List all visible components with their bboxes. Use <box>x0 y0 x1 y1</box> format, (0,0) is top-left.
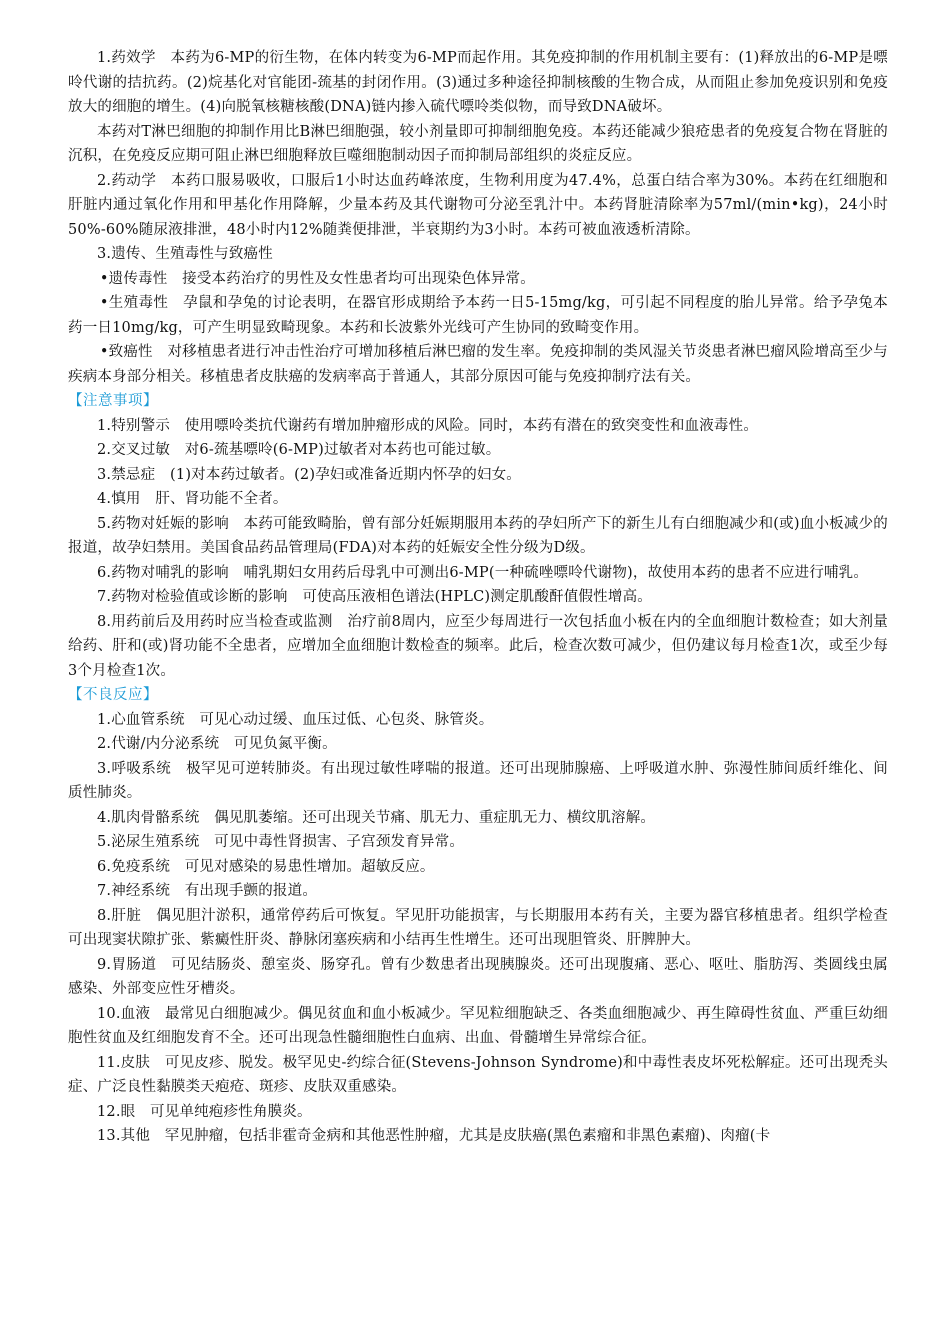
adverse-item: 2.代谢/内分泌系统 可见负氮平衡。 <box>97 736 337 752</box>
document-body <box>68 46 888 1149</box>
precaution-item: 5.药物对妊娠的影响 本药可能致畸胎，曾有部分妊娠期服用本药的孕妇所产下的新生儿有白细胞减少和(或)血小板减少的报道，故孕妇禁用。美国食品药品管理局(FDA)对本药的妊娠安全性分级为D级。 <box>68 515 888 556</box>
genetic-toxicity-item: •遗传毒性 接受本药治疗的男性及女性患者均可出现染色体异常。 <box>99 270 535 287</box>
adverse-item: 4.肌肉骨骼系统 偶见肌萎缩。还可出现关节痛、肌无力、重症肌无力、横纹肌溶解。 <box>97 809 656 826</box>
toxicity-subheading: 3.遗传、生殖毒性与致癌性 <box>97 246 273 262</box>
precaution-item: 7.药物对检验值或诊断的影响 可使高压液相色谱法(HPLC)测定肌酸酐值假性增高。 <box>97 589 652 605</box>
adverse-item: 5.泌尿生殖系统 可见中毒性肾损害、子宫颈发育异常。 <box>97 834 465 850</box>
pharmacodynamics-paragraph: 1.药效学 本药为6-MP的衍生物，在体内转变为6-MP而起作用。其免疫抑制的作用机制主要有：(1)释放出的6-MP是嘌呤代谢的拮抗药。(2)烷基化对官能团-巯基的封闭作用。(3)通过多种途径抑制核酸的生物合成，从而阻止参加免疫识别和免疫放大的细胞的增生。(4)向脱氧核糖核酸(DNA)链内掺入硫代嘌呤类似物，而导致DNA破坏。 <box>68 50 888 115</box>
adverse-item: 3.呼吸系统 极罕见可逆转肺炎。有出现过敏性哮喘的报道。还可出现肺腺癌、上呼吸道水肿、弥漫性肺间质纤维化、间质性肺炎。 <box>68 760 888 801</box>
adverse-item: 10.血液 最常见白细胞减少。偶见贫血和血小板减少。罕见粒细胞缺乏、各类血细胞减少、再生障碍性贫血、严重巨幼细胞性贫血及红细胞发育不全。还可出现急性髓细胞性白血病、出血、骨髓增生异常综合征。 <box>68 1005 888 1046</box>
reproductive-toxicity-item: •生殖毒性 孕鼠和孕兔的讨论表明，在器官形成期给予本药一日5-15mg/kg，可引起不同程度的胎儿异常。给予孕兔本药一日10mg/kg，可产生明显致畸现象。本药和长波紫外光线可产生协同的致畸变作用。 <box>68 295 888 336</box>
adverse-item: 1.心血管系统 可见心动过缓、血压过低、心包炎、脉管炎。 <box>97 711 494 728</box>
precaution-item: 4.慎用 肝、肾功能不全者。 <box>97 491 288 507</box>
precautions-heading: 【注意事项】 <box>68 393 158 409</box>
adverse-reactions-heading: 【不良反应】 <box>68 687 158 703</box>
precaution-item: 2.交叉过敏 对6-巯基嘌呤(6-MP)过敏者对本药也可能过敏。 <box>97 442 501 458</box>
t-cell-paragraph: 本药对T淋巴细胞的抑制作用比B淋巴细胞强，较小剂量即可抑制细胞免疫。本药还能减少狼疮患者的免疫复合物在肾脏的沉积，在免疫反应期可阻止淋巴细胞释放巨噬细胞制动因子而抑制局部组织的炎症反应。 <box>68 123 888 164</box>
precaution-item: 6.药物对哺乳的影响 哺乳期妇女用药后母乳中可测出6-MP(一种硫唑嘌呤代谢物)，故使用本药的患者不应进行哺乳。 <box>97 564 869 581</box>
carcinogenicity-item: •致癌性 对移植患者进行冲击性治疗可增加移植后淋巴瘤的发生率。免疫抑制的类风湿关节炎患者淋巴瘤风险增高至少与疾病本身部分相关。移植患者皮肤癌的发病率高于普通人，其部分原因可能与免疫抑制疗法有关。 <box>68 344 888 385</box>
precaution-item: 8.用药前后及用药时应当检查或监测 治疗前8周内，应至少每周进行一次包括血小板在内的全血细胞计数检查；如大剂量给药、肝和(或)肾功能不全患者，应增加全血细胞计数检查的频率。此后，检查次数可减少，但仍建议每月检查1次，或至少每3个月检查1次。 <box>68 613 888 679</box>
adverse-item: 13.其他 罕见肿瘤，包括非霍奇金病和其他恶性肿瘤，尤其是皮肤癌(黑色素瘤和非黑色素瘤)、肉瘤(卡 <box>97 1128 771 1144</box>
adverse-item: 8.肝脏 偶见胆汁淤积，通常停药后可恢复。罕见肝功能损害，与长期服用本药有关，主要为器官移植患者。组织学检查可出现窦状隙扩张、紫癜性肝炎、静脉闭塞疾病和小结再生性增生。还可出现胆管炎、肝脾肿大。 <box>68 907 888 948</box>
adverse-item: 9.胃肠道 可见结肠炎、憩室炎、肠穿孔。曾有少数患者出现胰腺炎。还可出现腹痛、恶心、呕吐、脂肪泻、类圆线虫属感染、外部变应性牙槽炎。 <box>68 956 888 997</box>
adverse-item: 6.免疫系统 可见对感染的易患性增加。超敏反应。 <box>97 858 435 875</box>
precaution-item: 3.禁忌症 (1)对本药过敏者。(2)孕妇或准备近期内怀孕的妇女。 <box>97 466 522 483</box>
precaution-item: 1.特别警示 使用嘌呤类抗代谢药有增加肿瘤形成的风险。同时，本药有潜在的致突变性和血液毒性。 <box>97 417 759 434</box>
adverse-item: 7.神经系统 有出现手颤的报道。 <box>97 883 318 899</box>
adverse-item: 12.眼 可见单纯疱疹性角膜炎。 <box>97 1103 312 1120</box>
pharmacokinetics-paragraph: 2.药动学 本药口服易吸收，口服后1小时达血药峰浓度，生物利用度为47.4%，总蛋白结合率为30%。本药在红细胞和肝脏内通过氧化作用和甲基化作用降解，少量本药及其代谢物可分泌至乳汁中。本药肾脏清除率为57ml/(min•kg)，24小时50%-60%随尿液排泄，48小时内12%随粪便排泄，半衰期约为3小时。本药可被血液透析清除。 <box>68 172 888 238</box>
adverse-item: 11.皮肤 可见皮疹、脱发。极罕见史-约综合征(Stevens-Johnson Syndrome)和中毒性表皮坏死松解症。还可出现秃头症、广泛良性黏膜类天疱疮、斑疹、皮肤双重感染。 <box>68 1054 888 1095</box>
